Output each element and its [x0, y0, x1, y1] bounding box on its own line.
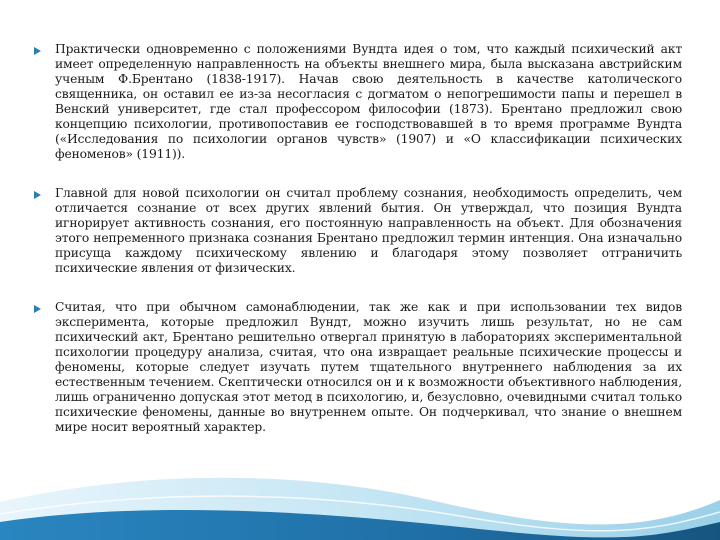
paragraph-text: Главной для новой психологии он считал проблему сознания, необходимость определить, чем отличается сознание от всех других явлений бытия. Он утверждал, что позиция Вундта игнорирует активность сознания, его постоянную направленность на объект. Для обозначения этого непременного признака сознания Брентано предложил термин интенция. Она изначально присуща каждому психическому явлению и благодаря этому позволяет отграничить психические явления от физических.: [55, 186, 682, 275]
wave-highlight-line: [0, 496, 720, 531]
bullet-arrow-icon: [34, 191, 41, 199]
paragraph-text: Считая, что при обычном самонаблюдении, так же как и при использовании тех видов эксперимента, которые предложил Вундт, можно изучить лишь результат, но не сам психический акт, Брентано решительно отвергал принятую в лабораториях экспериментальной психологии процедуру анализа, считая, что она извращает реальные психические процессы и феномены, которые следует изучать путем тщательного внутреннего наблюдения за их естественным течением. Скептически относился он и к возможности объективного наблюдения, лишь ограниченно допуская этот метод в психологию, и, безусловно, очевидными считал только психические феномены, данные во внутреннем опыте. Он подчеркивал, что знание о внешнем мире носит вероятный характер.: [55, 300, 682, 434]
wave-dark-shape: [0, 510, 720, 540]
bullet-arrow-icon: [34, 305, 41, 313]
bullet-arrow-icon: [34, 47, 41, 55]
paragraph-1: [34, 42, 682, 162]
paragraph-2: [34, 186, 682, 276]
paragraph-3: [34, 300, 682, 435]
paragraph-text: Практически одновременно с положениями Вундта идея о том, что каждый психический акт имеет определенную направленность на объекты внешнего мира, была высказана австрийским ученым Ф.Брентано (1838-1917). Начав свою деятельность в качестве католического священника, он оставил ее из-за несогласия с догматом о непогрешимости папы и перешел в Венский университет, где стал профессором философии (1873). Брентано предложил свою концепцию психологии, противопоставив ее господствовавшей в то время программе Вундта («Исследования по психологии органов чувств» (1907) и «О классификации психических феноменов» (1911)).: [55, 42, 682, 161]
wave-light-shape: [0, 478, 720, 540]
text-body: [34, 42, 682, 459]
